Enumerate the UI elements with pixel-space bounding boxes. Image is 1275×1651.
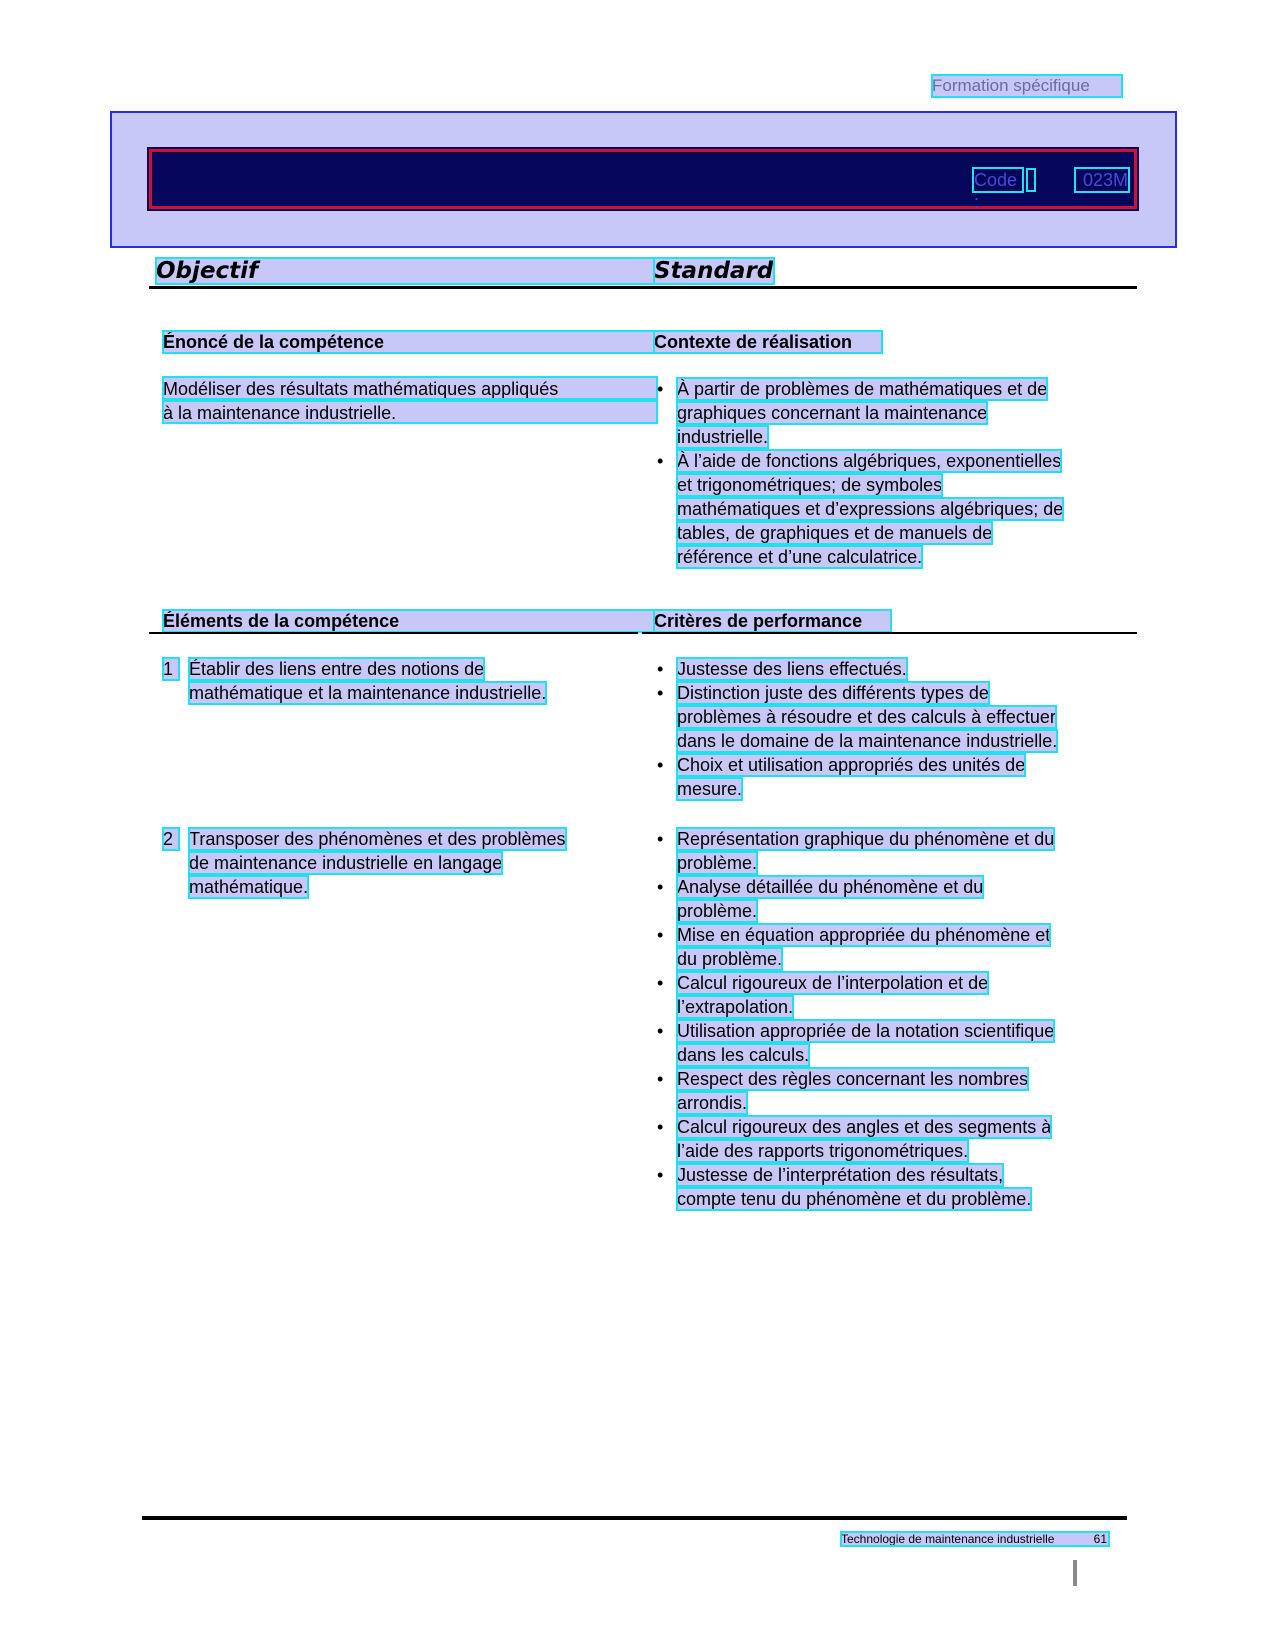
bullet-line — [677, 706, 1124, 728]
bullet-line — [677, 948, 1124, 970]
elements-title: Éléments de la compétence — [163, 610, 657, 632]
text-line: à la maintenance industrielle. — [163, 401, 657, 423]
element-item — [163, 658, 657, 706]
standard-heading: Standard — [654, 258, 774, 284]
bullet-item — [654, 1068, 1124, 1114]
bullet-line — [677, 450, 1124, 472]
enonce-text — [163, 377, 657, 425]
bullet-icon: • — [657, 755, 664, 775]
bullet-line — [677, 1164, 1124, 1186]
bullet-line — [677, 828, 1124, 850]
bullet-line — [677, 1068, 1124, 1090]
element-number: 2 — [163, 828, 179, 850]
footer-title: Technologie de maintenance industrielle — [841, 1532, 1055, 1546]
bullet-icon: • — [657, 1021, 664, 1041]
element-number: 1 — [163, 658, 179, 680]
bullet-line — [677, 426, 1124, 448]
bullet-line — [677, 730, 1124, 752]
bullet-text: À l’aide de fonctions algébriques, exponentielles — [677, 451, 1062, 471]
bullet-line — [677, 924, 1124, 946]
bullet-text: Mise en équation appropriée du phénomène et — [677, 925, 1051, 945]
divider — [149, 286, 1137, 289]
bullet-text: référence et d’une calculatrice. — [677, 547, 923, 567]
bullet-text: dans le domaine de la maintenance industrielle. — [677, 731, 1058, 751]
bullet-text: problème. — [677, 901, 758, 921]
bullet-text: Respect des règles concernant les nombres — [677, 1069, 1029, 1089]
bullet-text: industrielle. — [677, 427, 769, 447]
criteres-list — [654, 828, 1124, 1212]
bullet-text: À partir de problèmes de mathématiques et de — [677, 379, 1048, 399]
bullet-line — [677, 658, 1124, 680]
bullet-text: mathématiques et d’expressions algébriques; de — [677, 499, 1064, 519]
bullet-icon: • — [657, 1117, 664, 1137]
bullet-line — [677, 1092, 1124, 1114]
code-separator — [1028, 170, 1034, 190]
footer-divider — [142, 1516, 1127, 1520]
bullet-icon: • — [657, 683, 664, 703]
element-text: de maintenance industrielle en langage — [189, 853, 503, 873]
bullet-line — [677, 1020, 1124, 1042]
bullet-line — [677, 402, 1124, 424]
bullet-icon: • — [657, 973, 664, 993]
bullet-text: Calcul rigoureux des angles et des segments à — [677, 1117, 1052, 1137]
bullet-item — [654, 1116, 1124, 1162]
bullet-line — [677, 1044, 1124, 1066]
bullet-line — [677, 1188, 1124, 1210]
bullet-item — [654, 754, 1124, 800]
bullet-item — [654, 450, 1124, 568]
bullet-line — [677, 852, 1124, 874]
bullet-text: tables, de graphiques et de manuels de — [677, 523, 993, 543]
bullet-line — [677, 972, 1124, 994]
criteres-title: Critères de performance — [654, 610, 891, 632]
bullet-icon: • — [657, 877, 664, 897]
bullet-icon: • — [657, 1165, 664, 1185]
bullet-text: l’extrapolation. — [677, 997, 794, 1017]
bullet-line — [677, 682, 1124, 704]
objectif-heading: Objectif — [156, 258, 656, 284]
criteres-list — [654, 658, 1124, 802]
contexte-title: Contexte de réalisation — [654, 331, 882, 353]
divider — [149, 632, 638, 634]
bullet-text: et trigonométriques; de symboles — [677, 475, 943, 495]
bullet-line — [677, 876, 1124, 898]
bullet-icon: • — [657, 925, 664, 945]
footer — [841, 1532, 1109, 1546]
program-type-label: Formation spécifique — [932, 75, 1122, 97]
bullet-icon: • — [657, 379, 664, 399]
bullet-icon: • — [657, 829, 664, 849]
bullet-text: Distinction juste des différents types de — [677, 683, 989, 703]
bullet-text: Utilisation appropriée de la notation scientifique — [677, 1021, 1055, 1041]
element-text: Transposer des phénomènes et des problèmes — [189, 829, 566, 849]
text-line: Modéliser des résultats mathématiques appliqués — [163, 377, 657, 399]
bullet-line — [677, 378, 1124, 400]
bullet-text: problèmes à résoudre et des calculs à effectuer — [677, 707, 1056, 727]
bullet-text: Justesse de l’interprétation des résultats, — [677, 1165, 1004, 1185]
bullet-icon: • — [657, 659, 664, 679]
bullet-text: dans les calculs. — [677, 1045, 810, 1065]
code-label: Code : — [974, 169, 1022, 191]
bullet-text: arrondis. — [677, 1093, 748, 1113]
bullet-text: Analyse détaillée du phénomène et du — [677, 877, 984, 897]
element-item — [163, 828, 657, 900]
bullet-line — [677, 754, 1124, 776]
code-value: 023M — [1076, 169, 1128, 191]
contexte-list — [654, 378, 1124, 570]
enonce-title: Énoncé de la compétence — [163, 331, 657, 353]
bullet-item — [654, 876, 1124, 922]
bullet-text: Calcul rigoureux de l’interpolation et de — [677, 973, 989, 993]
bullet-line — [677, 778, 1124, 800]
bullet-text: Choix et utilisation appropriés des unités de — [677, 755, 1026, 775]
page-marker — [1073, 1560, 1077, 1586]
bullet-line — [677, 546, 1124, 568]
bullet-text: Représentation graphique du phénomène et du — [677, 829, 1055, 849]
bullet-text: l’aide des rapports trigonométriques. — [677, 1141, 969, 1161]
element-text: mathématique. — [189, 877, 309, 897]
bullet-text: mesure. — [677, 779, 743, 799]
bullet-line — [677, 996, 1124, 1018]
page-number: 61 — [1093, 1532, 1107, 1546]
bullet-item — [654, 972, 1124, 1018]
bullet-line — [677, 474, 1124, 496]
bullet-icon: • — [657, 1069, 664, 1089]
bullet-line — [677, 1140, 1124, 1162]
element-text: mathématique et la maintenance industrielle. — [189, 683, 547, 703]
bullet-item — [654, 1020, 1124, 1066]
element-text: Établir des liens entre des notions de — [189, 659, 485, 679]
bullet-text: problème. — [677, 853, 758, 873]
bullet-item — [654, 1164, 1124, 1210]
bullet-line — [677, 498, 1124, 520]
bullet-item — [654, 682, 1124, 752]
bullet-text: graphiques concernant la maintenance — [677, 403, 988, 423]
bullet-item — [654, 378, 1124, 448]
bullet-line — [677, 900, 1124, 922]
bullet-text: compte tenu du phénomène et du problème. — [677, 1189, 1032, 1209]
bullet-item — [654, 828, 1124, 874]
bullet-line — [677, 522, 1124, 544]
bullet-item — [654, 658, 1124, 680]
bullet-text: Justesse des liens effectués. — [677, 659, 907, 679]
bullet-item — [654, 924, 1124, 970]
bullet-icon: • — [657, 451, 664, 471]
bullet-line — [677, 1116, 1124, 1138]
bullet-text: du problème. — [677, 949, 783, 969]
divider — [642, 632, 1137, 634]
